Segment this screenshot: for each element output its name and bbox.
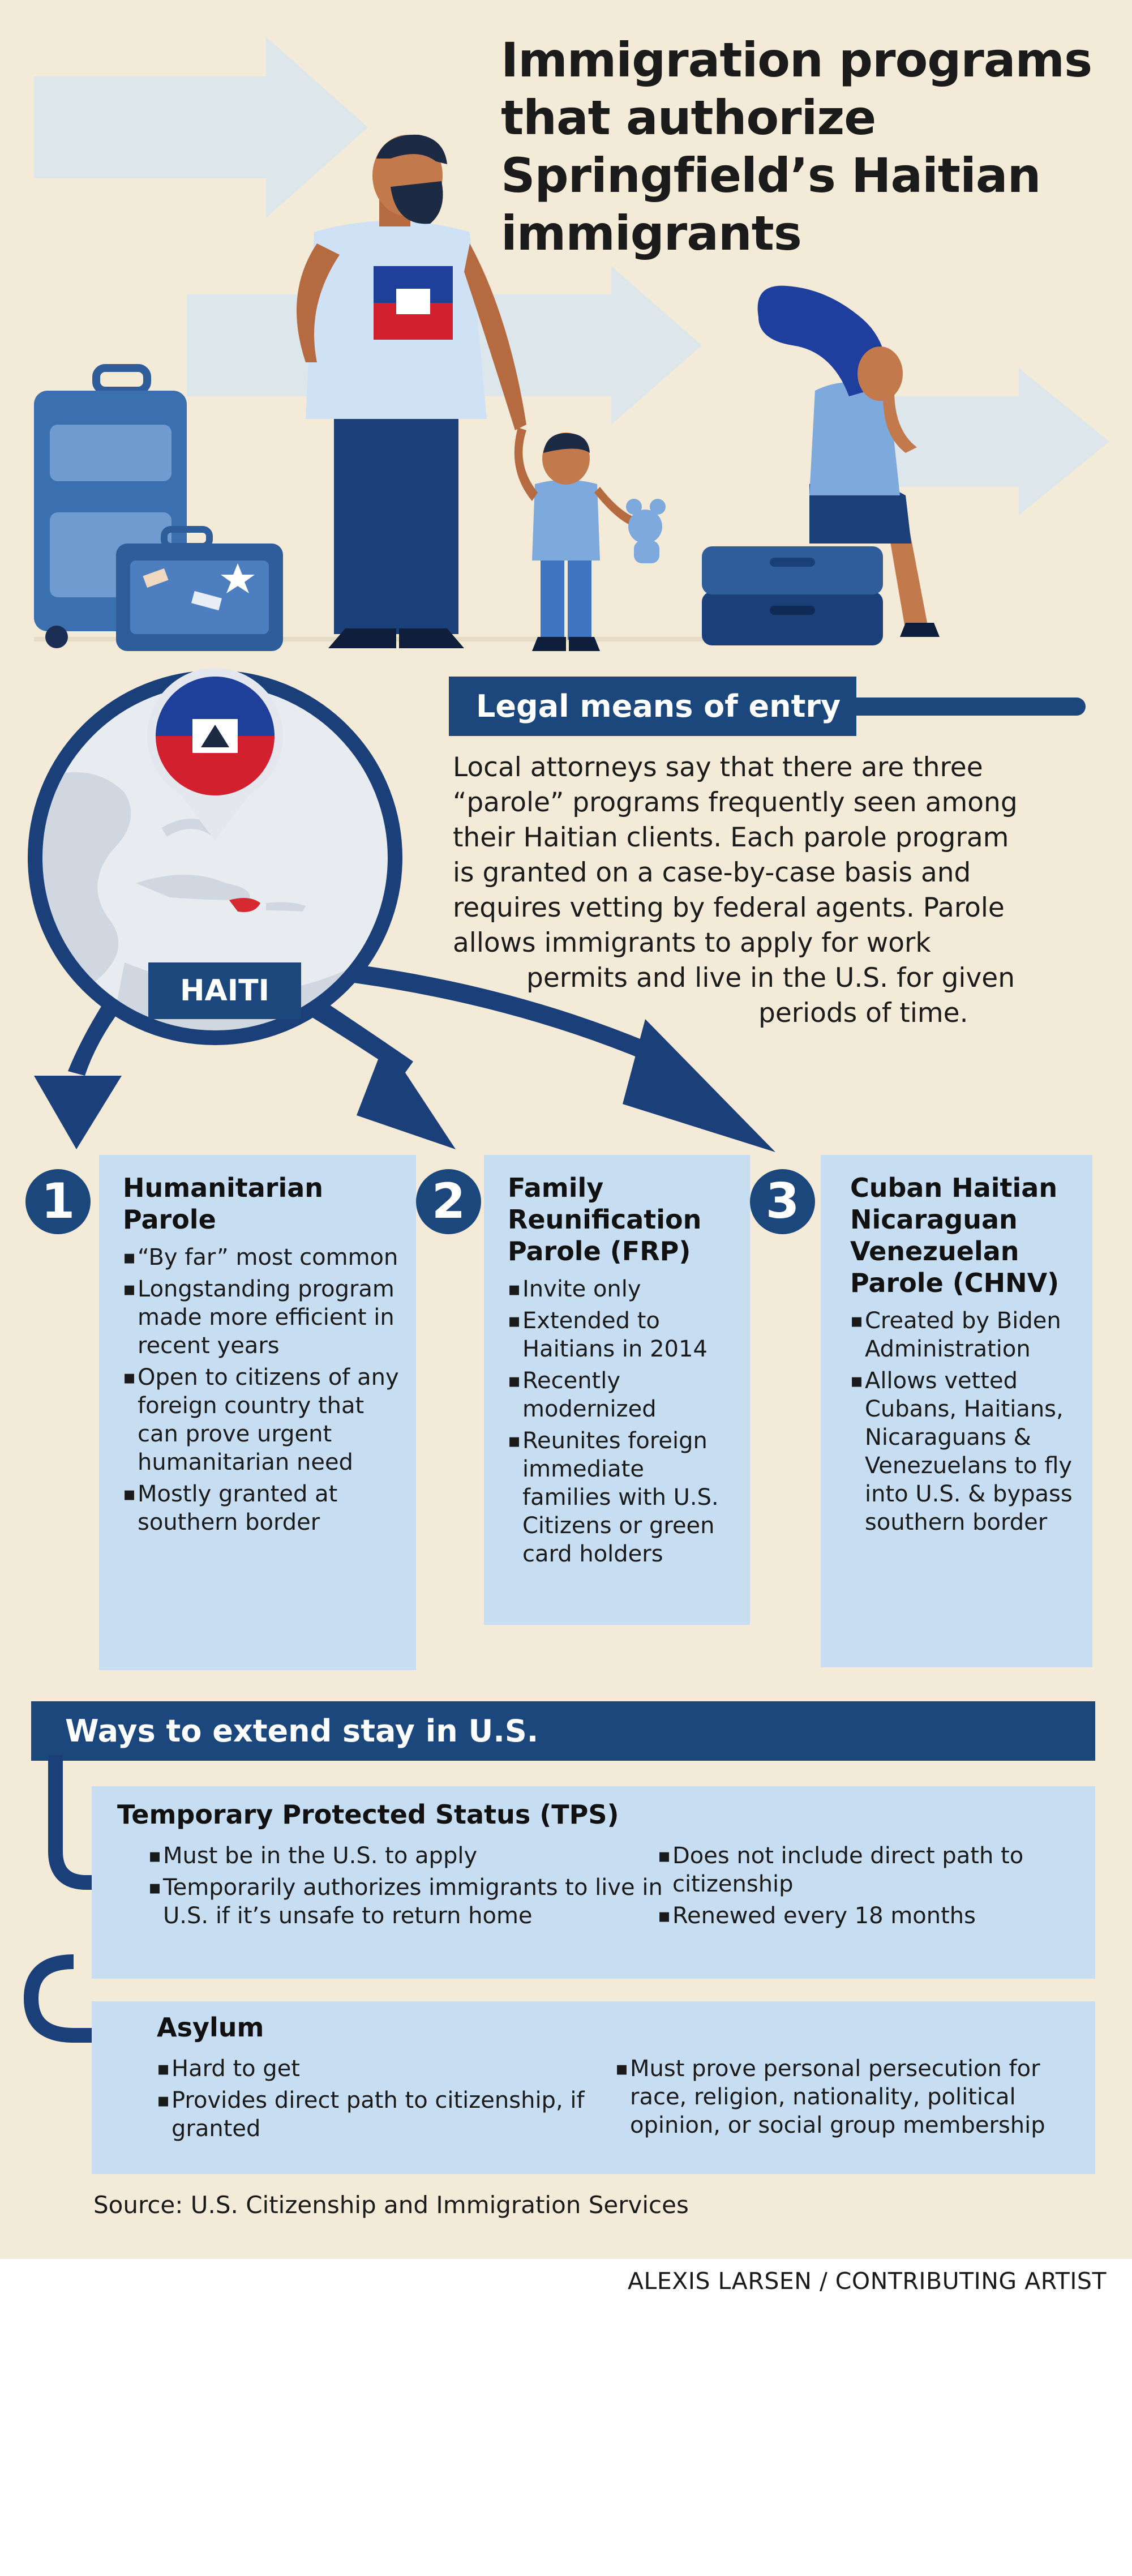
list-item: ▪ Reunites foreign immediate families with U.S. Citizens or green card holders <box>508 1427 740 1568</box>
body-line: “parole” programs frequently seen among <box>453 787 1018 818</box>
body-line: periods of time. <box>758 998 968 1029</box>
asylum-title: Asylum <box>157 2012 264 2043</box>
card-title: Nicaraguan <box>850 1204 1018 1235</box>
header-rule <box>845 698 1086 716</box>
extend-header: Ways to extend stay in U.S. <box>31 1701 1095 1761</box>
card-title: Venezuelan <box>850 1236 1019 1266</box>
list-item: ▪ Created by Biden Administration <box>850 1307 1085 1363</box>
tps-bullets-left <box>148 1838 714 1930</box>
card-title: Parole (CHNV) <box>850 1268 1060 1298</box>
tps-bullets-right <box>658 1838 1065 1930</box>
program-card-chnv <box>821 1155 1092 1667</box>
page-title: Immigration programs that authorize Springfield’s Haitian immigrants <box>501 32 1092 261</box>
list-item: ▪ Longstanding program made more efficient in recent years <box>123 1275 406 1360</box>
card-bullets <box>850 1307 1085 1537</box>
haiti-label <box>148 962 301 1019</box>
child-figure <box>514 427 666 651</box>
list-item: ▪ Recently modernized <box>508 1367 740 1423</box>
list-item: ▪ Must prove personal persecution for race, religion, nationality, political opinion, or social group membership <box>615 2055 1079 2139</box>
tps-box <box>92 1786 1095 1979</box>
list-item: ▪ Temporarily authorizes immigrants to live in U.S. if it’s unsafe to return home <box>148 1873 714 1930</box>
list-item: ▪ Provides direct path to citizenship, if granted <box>157 2086 666 2143</box>
body-line: permits and live in the U.S. for given <box>526 962 1015 994</box>
legal-means-body <box>453 750 1075 1031</box>
asylum-bullets-right <box>615 2051 1079 2139</box>
body-line: their Haitian clients. Each parole program <box>453 822 1009 853</box>
card-title: Reunification <box>508 1204 702 1235</box>
card-title: Humanitarian <box>123 1173 324 1203</box>
legal-means-header <box>449 677 1088 739</box>
body-line: requires vetting by federal agents. Parole <box>453 892 1005 923</box>
body-line: is granted on a case-by-case basis and <box>453 857 971 888</box>
number-badge: 3 <box>750 1169 815 1234</box>
list-item: ▪ Mostly granted at southern border <box>123 1480 406 1537</box>
list-item: ▪ Open to citizens of any foreign country that can prove urgent humanitarian need <box>123 1363 406 1477</box>
tps-title: Temporary Protected Status (TPS) <box>117 1799 619 1830</box>
list-item: ▪ Must be in the U.S. to apply <box>148 1842 714 1870</box>
card-title: Parole (FRP) <box>508 1236 691 1266</box>
list-item: ▪ Allows vetted Cubans, Haitians, Nicaraguans & Venezuelans to fly into U.S. & bypass southern border <box>850 1367 1085 1537</box>
body-line: Local attorneys say that there are three <box>453 752 983 783</box>
suitcase-icon <box>116 529 283 651</box>
card-bullets <box>123 1243 406 1537</box>
artist-credit: ALEXIS LARSEN / CONTRIBUTING ARTIST <box>627 2267 1107 2295</box>
list-item: ▪ Renewed every 18 months <box>658 1902 1065 1930</box>
list-item: ▪ Invite only <box>508 1275 740 1303</box>
list-item: ▪ Extended to Haitians in 2014 <box>508 1307 740 1363</box>
legal-means-title: Legal means of entry <box>449 677 856 736</box>
program-card-family <box>484 1155 750 1625</box>
body-line: allows immigrants to apply for work <box>453 927 931 958</box>
list-item: ▪ Hard to get <box>157 2055 666 2083</box>
source-note: Source: U.S. Citizenship and Immigration Services <box>93 2191 689 2219</box>
number-badge: 1 <box>25 1169 91 1234</box>
haiti-label-text: HAITI <box>180 974 269 1008</box>
card-bullets <box>508 1275 740 1568</box>
program-card-humanitarian <box>99 1155 416 1670</box>
list-item: ▪ “By far” most common <box>123 1243 406 1272</box>
card-title: Family <box>508 1173 604 1203</box>
list-item: ▪ Does not include direct path to citizenship <box>658 1842 1065 1898</box>
card-title: Cuban Haitian <box>850 1173 1058 1203</box>
number-badge: 2 <box>416 1169 481 1234</box>
asylum-box <box>92 2001 1095 2174</box>
asylum-bullets-left <box>157 2051 666 2143</box>
card-title: Parole <box>123 1204 216 1235</box>
